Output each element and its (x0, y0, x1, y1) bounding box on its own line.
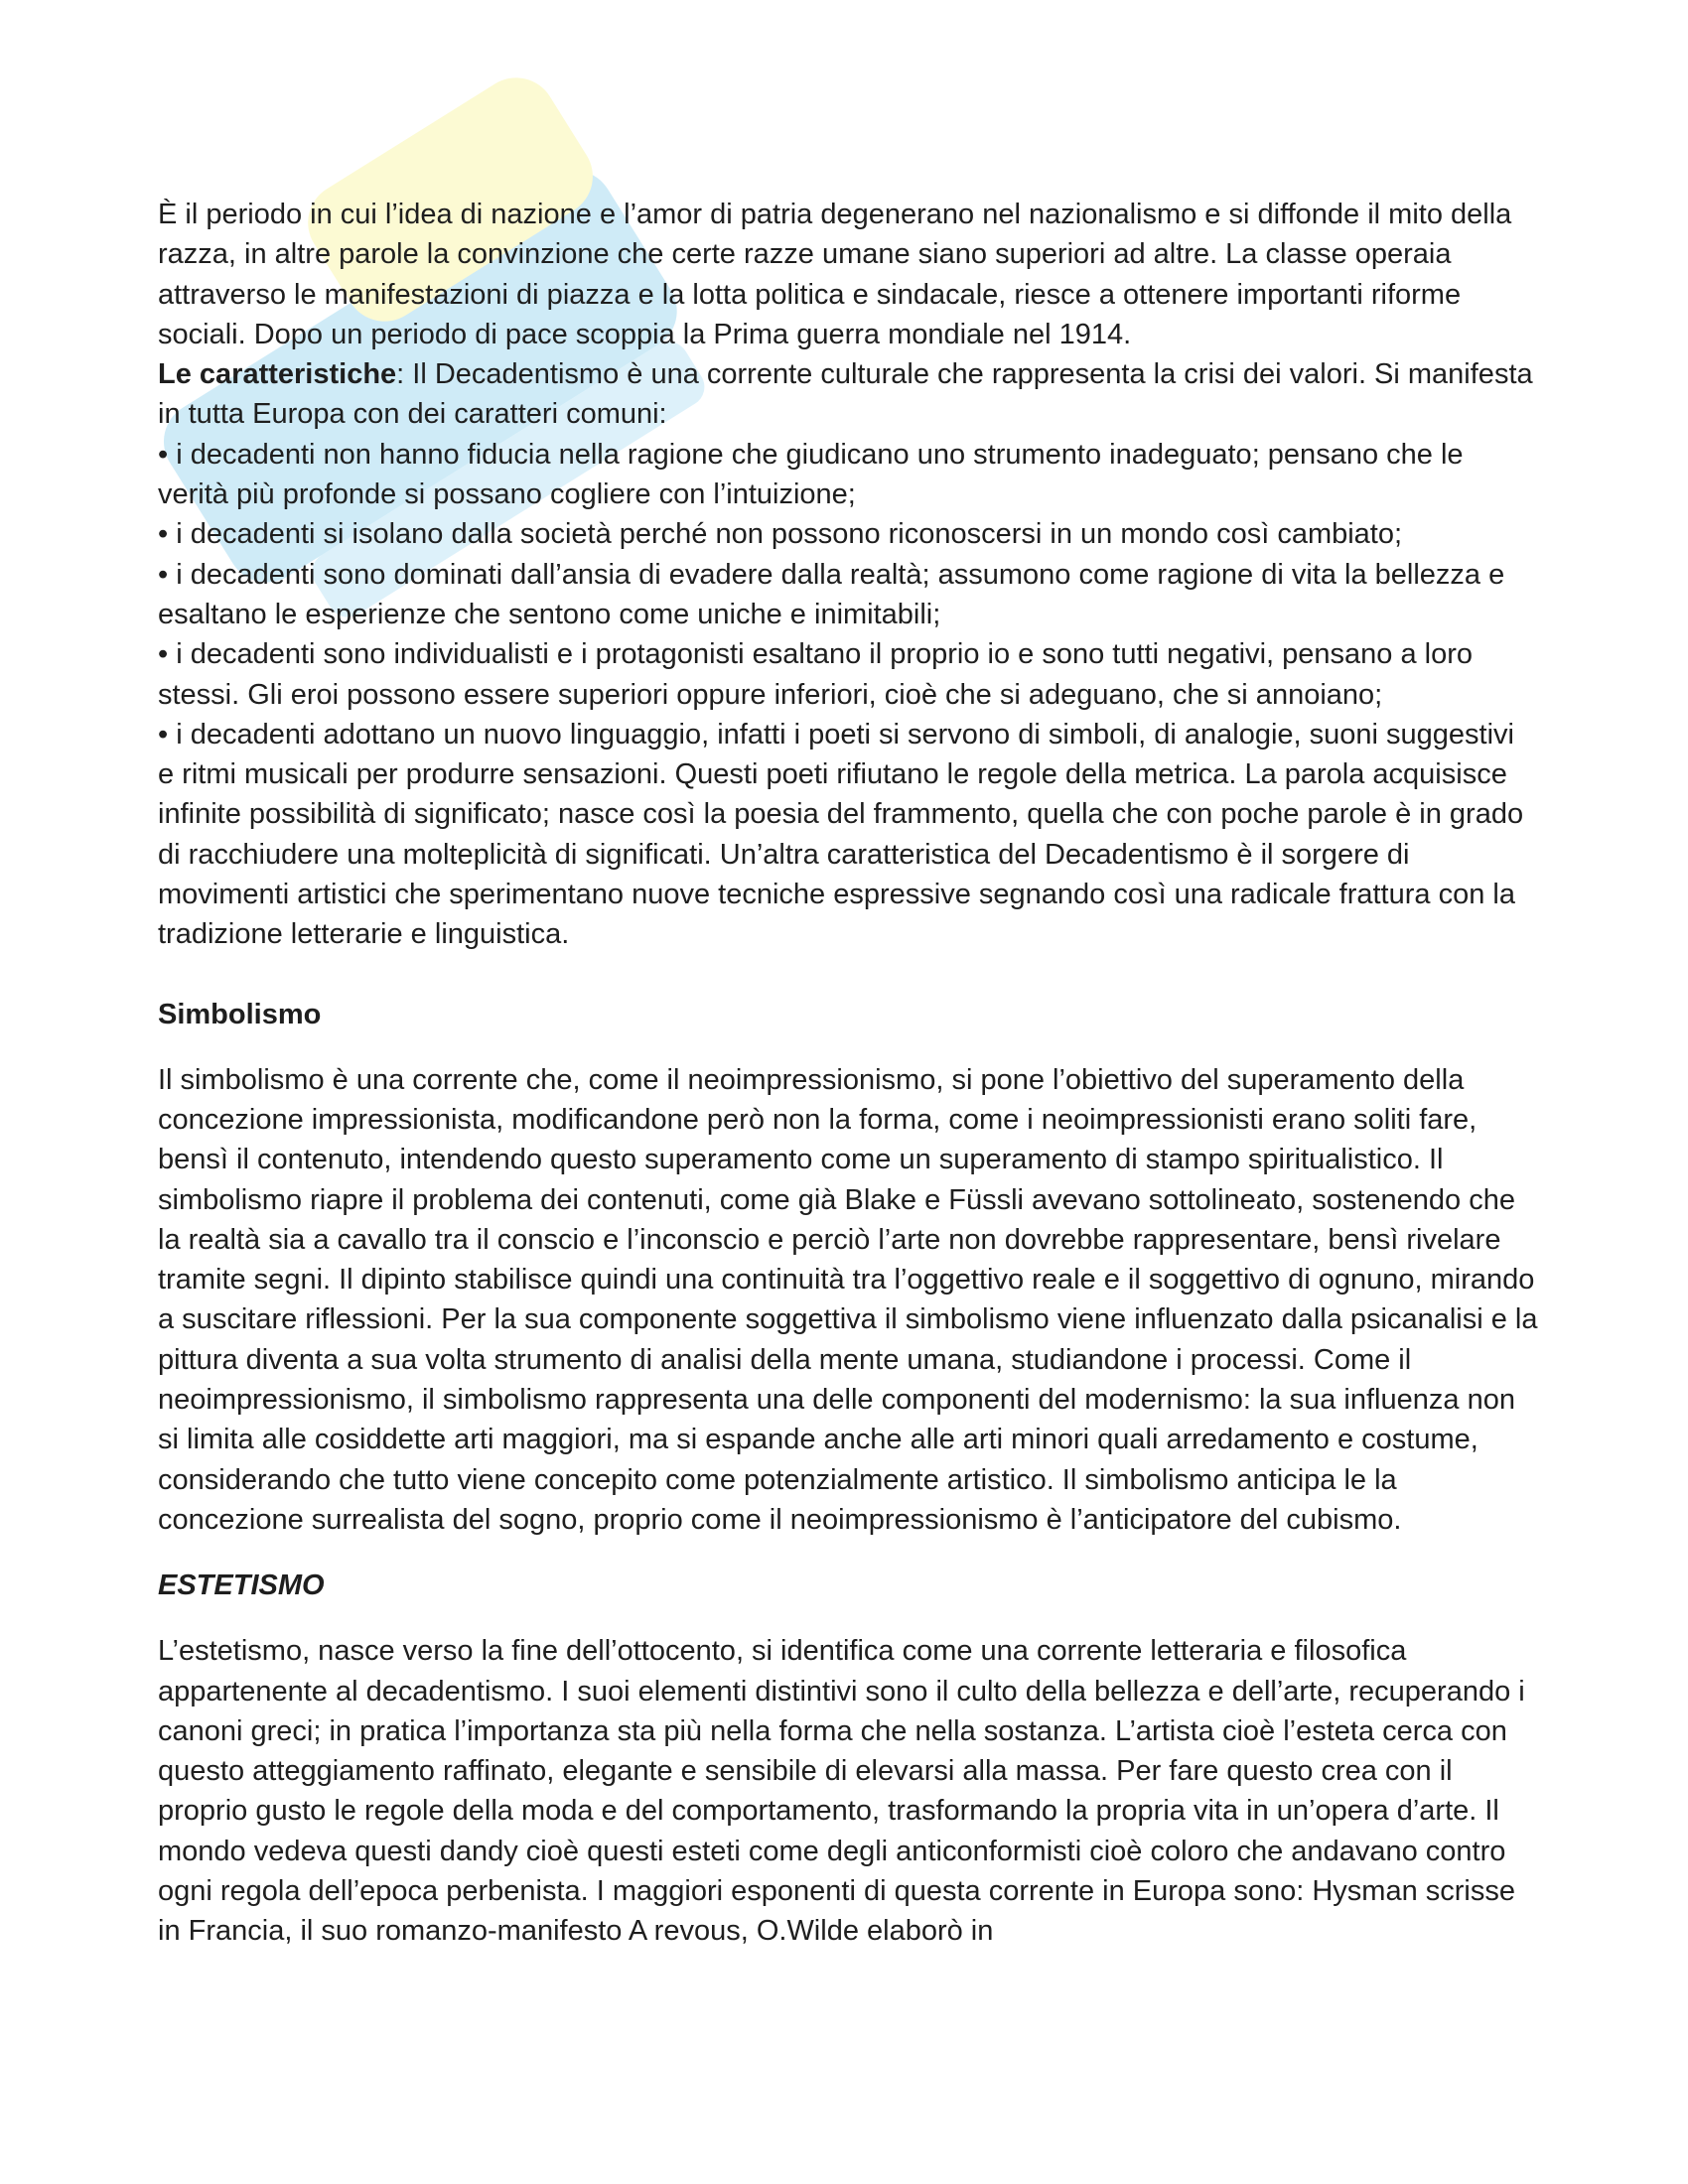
section-heading-estetismo: ESTETISMO (158, 1570, 325, 1602)
intro-paragraph: È il periodo in cui l’idea di nazione e l’amor di patria degenerano nel nazionalismo e si diffonde il mito della razza, in altre parole la convinzione che certe razze umane siano superiori ad altre. La classe operaia attraverso le manifestazioni di piazza e la lotta politica e sindacale, riesce a ottenere importanti riforme sociali. Dopo un periodo di pace scoppia la Prima guerra mondiale nel 1914. (158, 199, 1512, 350)
bullet-item: • i decadenti sono individualisti e i protagonisti esaltano il proprio io e sono tutti negativi, pensano a loro stessi. Gli eroi possono essere superiori oppure inferiori, cioè che si adeguano, che si annoiano; (158, 638, 1474, 711)
section-heading-simbolismo: Simbolismo (158, 998, 322, 1030)
characteristics-paragraph (158, 354, 1538, 435)
characteristics-text: : Il Decadentismo è una corrente culturale che rappresenta la crisi dei valori. Si manifesta in tutta Europa con dei caratteri comuni: (158, 358, 1533, 431)
bullet-item: • i decadenti adottano un nuovo linguaggio, infatti i poeti si servono di simboli, di analogie, suoni suggestivi e ritmi musicali per produrre sensazioni. Questi poeti rifiutano le regole della metrica. La parola acquisisce infinite possibilità di significato; nasce così la poesia del frammento, quella che con poche parole è in grado di racchiudere una molteplicità di significati. Un’altra caratteristica del Decadentismo è il sorgere di movimenti artistici che sperimentano nuove tecniche espressive segnando così una radicale frattura con la tradizione letterarie e linguistica. (158, 718, 1524, 951)
bullet-item: • i decadenti si isolano dalla società perché non possono riconoscersi in un mondo così cambiato; (158, 518, 1403, 551)
estetismo-paragraph: L’estetismo, nasce verso la fine dell’ottocento, si identifica come una corrente letteraria e filosofica appartenente al decadentismo. I suoi elementi distintivi sono il culto della bellezza e dell’arte, recuperando i canoni greci; in pratica l’importanza sta più nella forma che nella sostanza. L’artista cioè l’esteta cerca con questo atteggiamento raffinato, elegante e sensibile di elevarsi alla massa. Per fare questo crea con il proprio gusto le regole della moda e del comportamento, trasformando la propria vita in un’opera d’arte. Il mondo vedeva questi dandy cioè questi esteti come degli anticonformisti cioè coloro che andavano contro ogni regola dell’epoca perbenista. I maggiori esponenti di questa corrente in Europa sono: Hysman scrisse in Francia, il suo romanzo-manifesto A revous, O.Wilde elaborò in (158, 1635, 1525, 1948)
document-page (158, 195, 1538, 1952)
characteristics-label: Le caratteristiche (158, 358, 397, 391)
bullet-item: • i decadenti non hanno fiducia nella ragione che giudicano uno strumento inadeguato; pensano che le verità più profonde si possano cogliere con l’intuizione; (158, 438, 1464, 511)
simbolismo-paragraph: Il simbolismo è una corrente che, come il neoimpressionismo, si pone l’obiettivo del superamento della concezione impressionista, modificandone però non la forma, come i neoimpressionisti erano soliti fare, bensì il contenuto, intendendo questo superamento come un superamento di stampo spiritualistico. Il simbolismo riapre il problema dei contenuti, come già Blake e Füssli avevano sottolineato, sostenendo che la realtà sia a cavallo tra il conscio e l’inconscio e perciò l’arte non dovrebbe rappresentare, bensì rivelare tramite segni. Il dipinto stabilisce quindi una continuità tra l’oggettivo reale e il soggettivo di ognuno, mirando a suscitare riflessioni. Per la sua componente soggettiva il simbolismo viene influenzato dalla psicanalisi e la pittura diventa a sua volta strumento di analisi della mente umana, studiandone i processi. Come il neoimpressionismo, il simbolismo rappresenta una delle componenti del modernismo: la sua influenza non si limita alle cosiddette arti maggiori, ma si espande anche alle arti minori quali arredamento e costume, considerando che tutto viene concepito come potenzialmente artistico. Il simbolismo anticipa le la concezione surrealista del sogno, proprio come il neoimpressionismo è l’anticipatore del cubismo. (158, 1063, 1538, 1536)
bullet-item: • i decadenti sono dominati dall’ansia di evadere dalla realtà; assumono come ragione di vita la bellezza e esaltano le esperienze che sentono come uniche e inimitabili; (158, 558, 1505, 630)
